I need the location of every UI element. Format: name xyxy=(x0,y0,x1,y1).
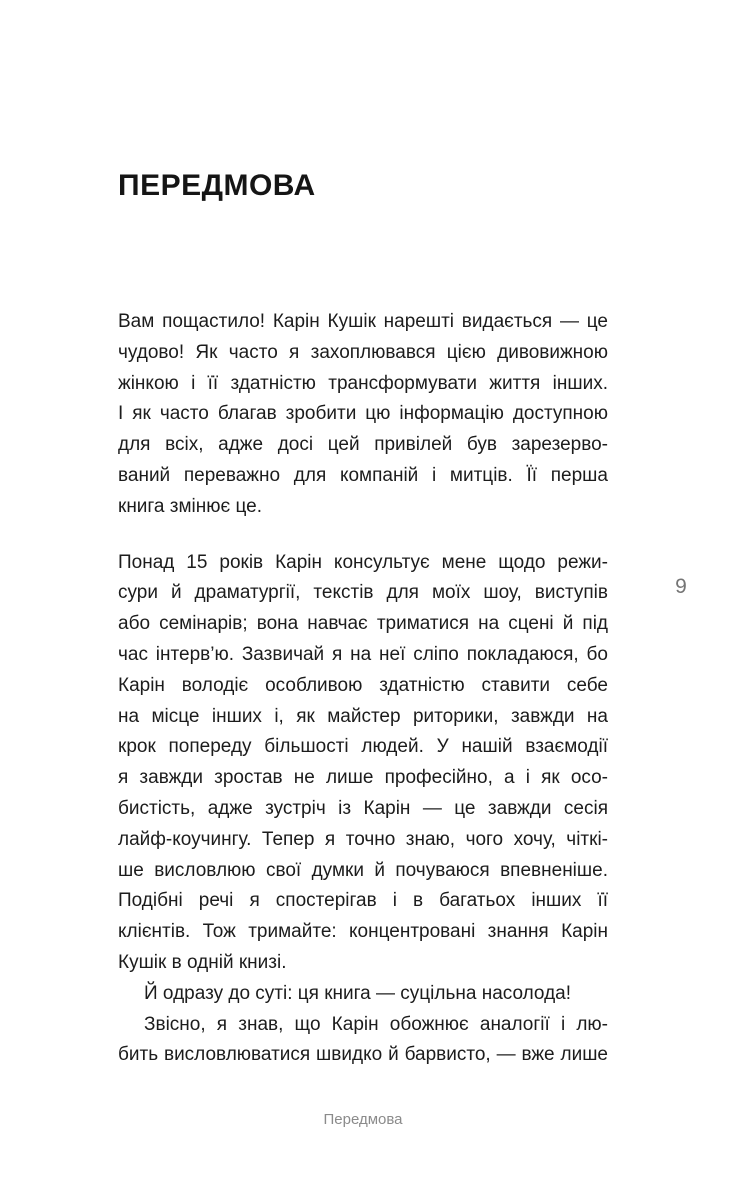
chapter-title: ПЕРЕДМОВА xyxy=(118,169,316,203)
text-line: я завжди зростав не лише професійно, а і як осо- xyxy=(118,767,608,789)
text-line: Вам пощастило! Карін Кушік нарешті видається — це xyxy=(118,311,608,332)
text-line: час інтерв’ю. Зазвичай я на неї сліпо покладаюся, бо xyxy=(118,643,608,665)
paragraph xyxy=(118,307,608,523)
body-text xyxy=(118,307,608,1071)
paragraph xyxy=(118,979,608,1010)
running-footer: Передмова xyxy=(323,1111,403,1128)
text-line: книга змінює це. xyxy=(118,495,263,517)
text-line: чудово! Як часто я захоплювався цією дивовижною xyxy=(118,341,608,363)
text-line: жінкою і її здатністю трансформувати життя інших. xyxy=(118,372,608,394)
text-line: Кушік в одній книзі. xyxy=(118,951,287,973)
text-line: І як часто благав зробити цю інформацію доступною xyxy=(118,403,608,425)
text-line: клієнтів. Тож тримайте: концентровані знання Карін xyxy=(118,921,608,943)
text-line: ваний переважно для компаній і митців. Її перша xyxy=(118,464,608,486)
text-line: крок попереду більшості людей. У нашій взаємодії xyxy=(118,736,608,758)
text-line: або семінарів; вона навчає триматися на сцені й під xyxy=(118,613,608,635)
page-number: 9 xyxy=(675,575,687,598)
paragraph xyxy=(118,1010,608,1072)
text-line: лайф-коучингу. Тепер я точно знаю, чого хочу, чіткі- xyxy=(118,828,608,850)
text-line: ше висловлюю свої думки й почуваюся впевненіше. xyxy=(118,859,608,881)
paragraph xyxy=(118,548,608,979)
text-line: бить висловлюватися швидко й барвисто, — вже лише xyxy=(118,1044,608,1066)
text-line: Й одразу до суті: ця книга — суцільна насолода! xyxy=(144,982,572,1004)
text-line: бистість, адже зустріч із Карін — це завжди сесія xyxy=(118,797,608,819)
text-line: Карін володіє особливою здатністю ставити себе xyxy=(118,674,608,696)
text-line: Звісно, я знав, що Карін обожнює аналогії і лю- xyxy=(144,1013,608,1035)
text-line: Понад 15 років Карін консультує мене щодо режи- xyxy=(118,551,608,573)
text-line: на місце інших і, як майстер риторики, завжди на xyxy=(118,705,608,727)
text-line: Подібні речі я спостерігав і в багатьох інших її xyxy=(118,890,608,912)
text-line: сури й драматургії, текстів для моїх шоу, виступів xyxy=(118,582,608,604)
text-line: для всіх, адже досі цей привілей був зарезерво- xyxy=(118,434,608,456)
